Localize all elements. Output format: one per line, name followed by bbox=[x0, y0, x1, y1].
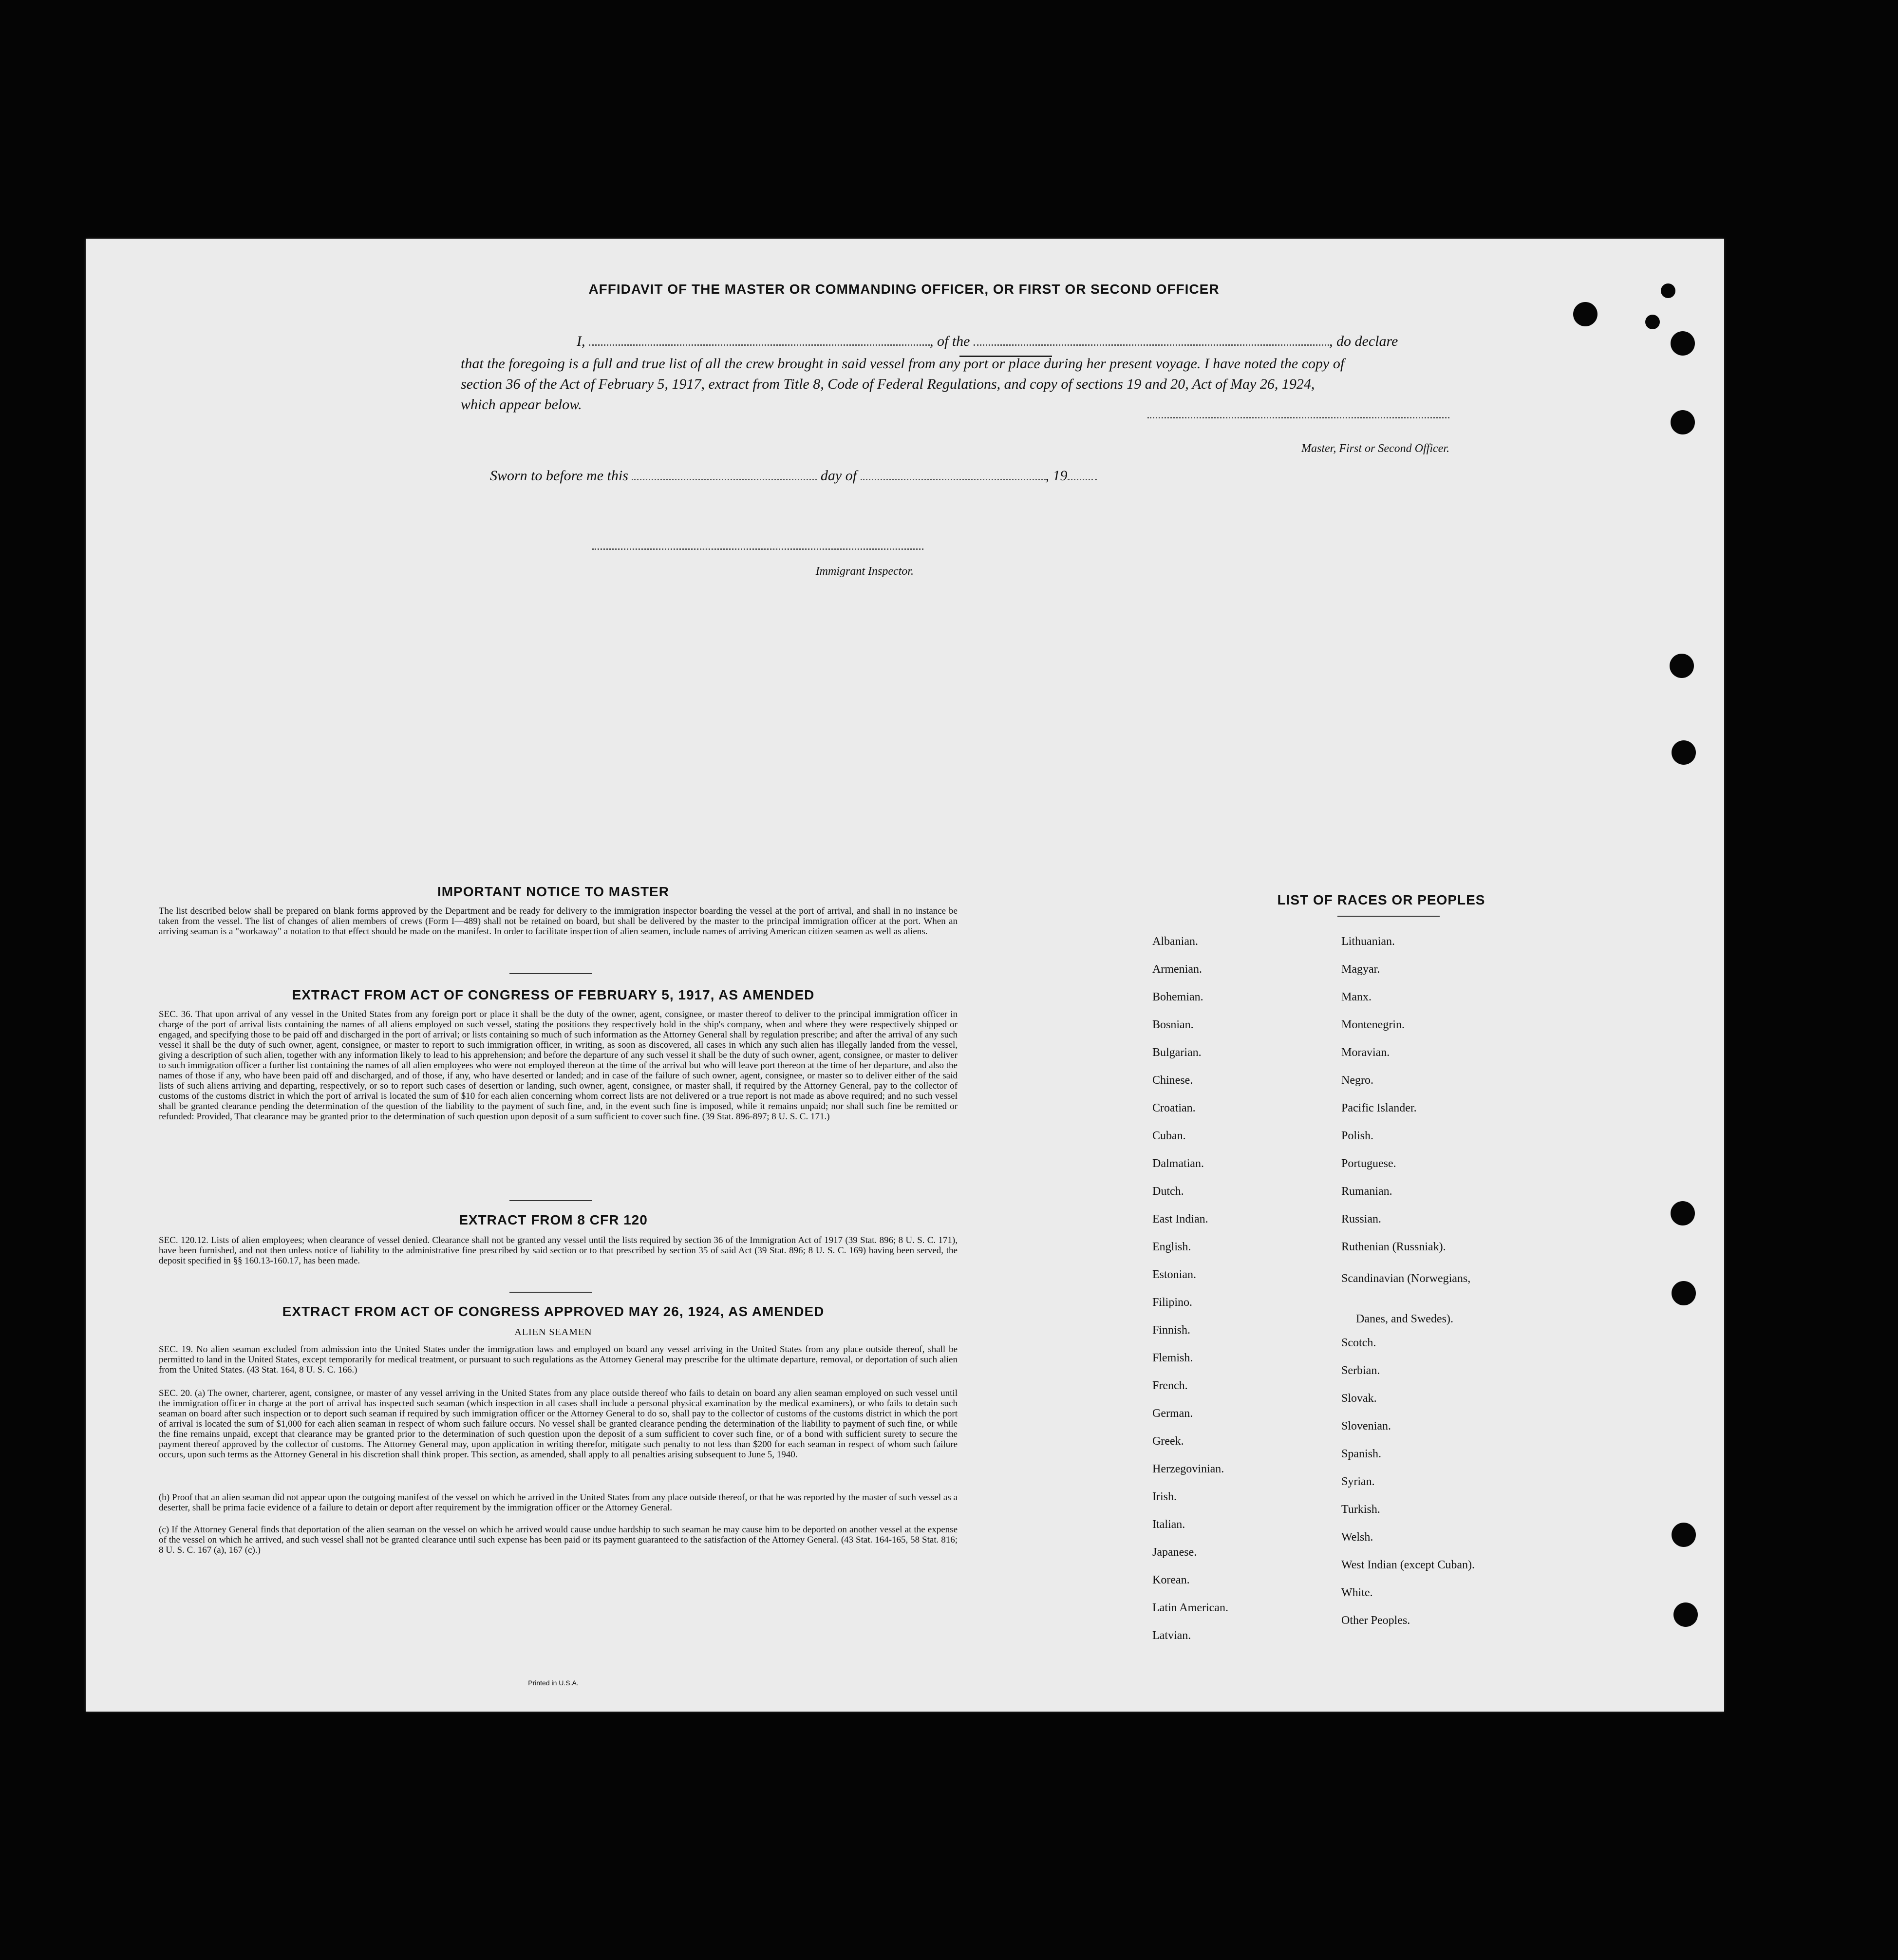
printed-in-usa: Printed in U.S.A. bbox=[528, 1679, 579, 1687]
race-item: Herzegovinian. bbox=[1152, 1463, 1224, 1475]
race-item: Scotch. bbox=[1341, 1337, 1376, 1349]
race-item: Moravian. bbox=[1341, 1046, 1390, 1059]
sworn-year-prefix: , 19 bbox=[1045, 468, 1068, 484]
race-item: Japanese. bbox=[1152, 1546, 1197, 1559]
section-divider bbox=[509, 973, 592, 974]
master-signature-line[interactable] bbox=[1147, 417, 1449, 418]
extract-1924-sec20a: SEC. 20. (a) The owner, charterer, agent, consignee, or master of any vessel arriving in the United States from any place outside thereof who fails to detain on board any alien seaman employed on such vessel until the immigration officer in charge at the port of arrival has inspected such seaman (which inspection in all cases shall include a personal physical examination by the medical examiners), or who fails to detain such seaman on board after such inspection or to deport such seaman if required by such immigration officer or the Attorney General to do so, shall pay to the collector of customs of the customs district in which the port of arrival is located the sum of $1,000 for each alien seaman in respect of whom such failure occurs. No vessel shall be granted clearance pending the determination of the liability to payment of such fine, or while the fine remains unpaid, except that clearance may be granted prior to the determination of such question upon the deposit of a sum sufficient to cover such fine, or of a bond with sufficient surety to secure the payment thereof approved by the collector of customs. The Attorney General may, upon application in writing therefor, mitigate such penalty to not less than $200 for each seaman in respect of whom such failure occurs, upon such terms as the Attorney General in his discretion shall think proper. This section, as amended, shall apply to all penalties arising subsequent to June 5, 1940. bbox=[159, 1388, 958, 1460]
sworn-day-field[interactable] bbox=[632, 468, 817, 480]
race-item: Syrian. bbox=[1341, 1475, 1375, 1488]
punch-hole-2 bbox=[1661, 283, 1675, 298]
race-item: Spanish. bbox=[1341, 1448, 1382, 1460]
race-item: Slovak. bbox=[1341, 1392, 1377, 1405]
races-divider bbox=[1337, 916, 1440, 917]
race-item: Magyar. bbox=[1341, 963, 1380, 976]
alien-seamen-subtitle: ALIEN SEAMEN bbox=[514, 1327, 592, 1338]
race-item: English. bbox=[1152, 1241, 1191, 1253]
extract-1924-sec19: SEC. 19. No alien seaman excluded from admission into the United States under the immigration laws and employed on board any vessel arriving in the United States from any place outside thereof, shall be permitted to land in the United States, except temporarily for medical treatment, or pursuant to such regulations as the Attorney General may prescribe for the ultimate departure, removal, or deportation of such alien from the United States. (43 Stat. 164, 8 U. S. C. 166.) bbox=[159, 1344, 958, 1375]
race-item: German. bbox=[1152, 1407, 1193, 1420]
extract-1924-title: EXTRACT FROM ACT OF CONGRESS APPROVED MAY 26, 1924, AS AMENDED bbox=[282, 1304, 825, 1319]
race-item: Albanian. bbox=[1152, 935, 1198, 948]
race-item: Montenegrin. bbox=[1341, 1018, 1405, 1031]
form-sheet bbox=[86, 239, 1724, 1712]
punch-hole-10 bbox=[1672, 1523, 1696, 1547]
race-item: Irish. bbox=[1152, 1490, 1177, 1503]
declaration-prefix: I, bbox=[577, 333, 585, 349]
race-item: White. bbox=[1341, 1586, 1373, 1599]
race-item: Flemish. bbox=[1152, 1352, 1193, 1364]
race-item: East Indian. bbox=[1152, 1213, 1208, 1225]
officer-name-field[interactable] bbox=[589, 334, 930, 346]
race-item: Bohemian. bbox=[1152, 991, 1203, 1003]
race-item: Finnish. bbox=[1152, 1324, 1191, 1337]
declaration-suffix: , do declare bbox=[1329, 333, 1398, 349]
punch-hole-7 bbox=[1672, 740, 1696, 765]
race-item: Negro. bbox=[1341, 1074, 1373, 1087]
section-divider bbox=[509, 1200, 592, 1201]
sworn-year-field[interactable] bbox=[1068, 468, 1097, 480]
inspector-signature-line[interactable] bbox=[592, 548, 923, 550]
race-item: Dalmatian. bbox=[1152, 1157, 1204, 1170]
extract-cfr-text: SEC. 120.12. Lists of alien employees; when clearance of vessel denied. Clearance shall not be granted any vessel until the lists required by section 36 of the Immigration Act of 1917 (39 Stat. 896; 8 U. S. C. 171), have been furnished, and not then unless notice of liability to the administrative fine prescribed by said section or to that prescribed by section 35 of said Act (39 Stat. 896; 8 U. S. C. 169) having been served, the deposit specified in §§ 160.13-160.17, has been made. bbox=[159, 1235, 958, 1266]
race-item: Estonian. bbox=[1152, 1268, 1196, 1281]
race-item: Ruthenian (Russniak). bbox=[1341, 1241, 1446, 1253]
races-title: LIST OF RACES OR PEOPLES bbox=[1277, 892, 1485, 907]
extract-1917-text: SEC. 36. That upon arrival of any vessel in the United States from any foreign port or place it shall be the duty of the owner, agent, consignee, or master thereof to deliver to the principal immigration officer in charge of the port of arrival lists containing the names of all aliens employed on such vessel, stating the positions they respectively hold in the ship's company, when and where they were respectively shipped or engaged, and specifying those to be paid off and discharged in the port of arrival; or lists containing so much of such information as the Attorney General shall by regulation prescribe; and after the arrival of any such vessel it shall be the duty of such owner, agent, consignee, or master to report to such immigration officer, in writing, as soon as discovered, all cases in which any such alien has illegally landed from the vessel, giving a description of such alien, together with any information likely to lead to his apprehension; and before the departure of any such vessel it shall be the duty of such owner, agent, consignee, or master to deliver to such immigration officer a further list containing the names of all alien employees who were not employed thereon at the time of the arrival but who will leave port thereon at the time of her departure, and also the names of those if any, who have been paid off and discharged, and of those, if any, who have deserted or landed; and in case of the failure of such owner, agent, consignee, or master so to deliver either of the said lists of such aliens arriving and departing, respectively, or so to report such cases of desertion or landing, such owner, agent, consignee, or master shall, if required by the Attorney General, pay to the collector of customs of the customs district in which the port of arrival is located the sum of $10 for each alien concerning whom correct lists are not delivered or a true report is not made as above required; and no such vessel shall be granted clearance pending the determination of the question of the liability to the payment of such fine, and, in the event such fine is imposed, while it remains unpaid; nor shall such fine be remitted or refunded: Provided, That clearance may be granted prior to the determination of such question upon deposit of a sum sufficient to cover such fine. (39 Stat. 896-897; 8 U. S. C. 171.) bbox=[159, 1009, 958, 1122]
master-signature-label: Master, First or Second Officer. bbox=[1301, 442, 1449, 455]
punch-hole-3 bbox=[1645, 315, 1660, 329]
notice-title: IMPORTANT NOTICE TO MASTER bbox=[437, 884, 670, 899]
punch-hole-4 bbox=[1671, 331, 1695, 356]
race-item: Cuban. bbox=[1152, 1130, 1186, 1142]
race-item: Russian. bbox=[1341, 1213, 1382, 1225]
race-item: Danes, and Swedes). bbox=[1356, 1313, 1453, 1325]
race-item: West Indian (except Cuban). bbox=[1341, 1559, 1475, 1571]
race-item: Turkish. bbox=[1341, 1503, 1380, 1516]
race-item: Slovenian. bbox=[1341, 1420, 1391, 1432]
punch-hole-8 bbox=[1671, 1201, 1695, 1225]
race-item: Latin American. bbox=[1152, 1602, 1228, 1614]
race-item: Serbian. bbox=[1341, 1364, 1380, 1377]
race-item: Scandinavian (Norwegians, bbox=[1341, 1272, 1471, 1285]
sworn-month-field[interactable] bbox=[861, 468, 1046, 480]
sworn-line bbox=[490, 468, 1221, 484]
race-item: Latvian. bbox=[1152, 1629, 1191, 1642]
punch-hole-1 bbox=[1573, 302, 1597, 326]
race-item: Chinese. bbox=[1152, 1074, 1193, 1087]
race-item: Polish. bbox=[1341, 1130, 1374, 1142]
race-item: Italian. bbox=[1152, 1518, 1185, 1531]
race-item: Manx. bbox=[1341, 991, 1372, 1003]
extract-1924-sec20c: (c) If the Attorney General finds that deportation of the alien seaman on the vessel on which he arrived would cause undue hardship to such seaman he may cause him to be deported on another vessel at the expense of the vessel on which he arrived, and such vessel shall not be granted clearance until such expense has been paid or its payment guaranteed to the satisfaction of the Attorney General. (43 Stat. 164-165, 58 Stat. 816; 8 U. S. C. 167 (a), 167 (c).) bbox=[159, 1525, 958, 1555]
race-item: Greek. bbox=[1152, 1435, 1184, 1448]
race-item: Welsh. bbox=[1341, 1531, 1373, 1544]
punch-hole-5 bbox=[1671, 410, 1695, 434]
extract-1917-title: EXTRACT FROM ACT OF CONGRESS OF FEBRUARY 5, 1917, AS AMENDED bbox=[292, 987, 815, 1002]
section-divider bbox=[509, 1292, 592, 1293]
race-item: Rumanian. bbox=[1341, 1185, 1392, 1198]
notice-text: The list described below shall be prepared on blank forms approved by the Department and be ready for delivery to the immigration inspector boarding the vessel at the port of arrival, and shall in no instance be taken from the vessel. The list of changes of alien members of crews (Form I—489) shall not be retained on board, but shall be delivered by the master to the principal immigration officer at the port. When an arriving seaman is a "workaway" a notation to that effect should be made on the manifest. In order to facilitate inspection of alien seamen, include names of arriving American citizen seamen as well as aliens. bbox=[159, 906, 958, 937]
race-item: Bulgarian. bbox=[1152, 1046, 1202, 1059]
race-item: Pacific Islander. bbox=[1341, 1102, 1417, 1114]
affidavit-title: AFFIDAVIT OF THE MASTER OR COMMANDING OFFICER, OR FIRST OR SECOND OFFICER bbox=[588, 282, 1220, 297]
race-item: Filipino. bbox=[1152, 1296, 1193, 1309]
punch-hole-9 bbox=[1672, 1281, 1696, 1305]
race-item: Dutch. bbox=[1152, 1185, 1184, 1198]
race-item: Lithuanian. bbox=[1341, 935, 1395, 948]
race-item: French. bbox=[1152, 1379, 1188, 1392]
declaration-line bbox=[577, 333, 1473, 350]
punch-hole-11 bbox=[1673, 1602, 1698, 1627]
declaration-of-the: , of the bbox=[930, 333, 970, 349]
race-item: Armenian. bbox=[1152, 963, 1202, 976]
inspector-signature-label: Immigrant Inspector. bbox=[815, 565, 914, 578]
declaration-body: that the foregoing is a full and true list of all the crew brought in said vessel from any port or place during her present voyage. I have noted the copy of section 36 of the Act of February 5, 1917, extract from Title 8, Code of Federal Regulations, and copy of sections 19 and 20, Act of May 26, 1924, which appear below. bbox=[461, 356, 1345, 413]
extract-1924-sec20b: (b) Proof that an alien seaman did not appear upon the outgoing manifest of the vessel on which he arrived in the United States from any place outside thereof, or that he was reported by the master of such vessel as a deserter, shall be prima facie evidence of a failure to detain or deport after requirement by the immigration officer or the Attorney General. bbox=[159, 1492, 958, 1513]
race-item: Other Peoples. bbox=[1341, 1614, 1410, 1627]
race-item: Korean. bbox=[1152, 1574, 1190, 1586]
race-item: Bosnian. bbox=[1152, 1018, 1194, 1031]
race-item: Croatian. bbox=[1152, 1102, 1196, 1114]
punch-hole-6 bbox=[1670, 654, 1694, 678]
vessel-name-field[interactable] bbox=[974, 334, 1329, 346]
race-item: Portuguese. bbox=[1341, 1157, 1396, 1170]
sworn-prefix: Sworn to before me this bbox=[490, 468, 628, 484]
sworn-day-of: day of bbox=[820, 468, 857, 484]
extract-cfr-title: EXTRACT FROM 8 CFR 120 bbox=[459, 1212, 648, 1227]
